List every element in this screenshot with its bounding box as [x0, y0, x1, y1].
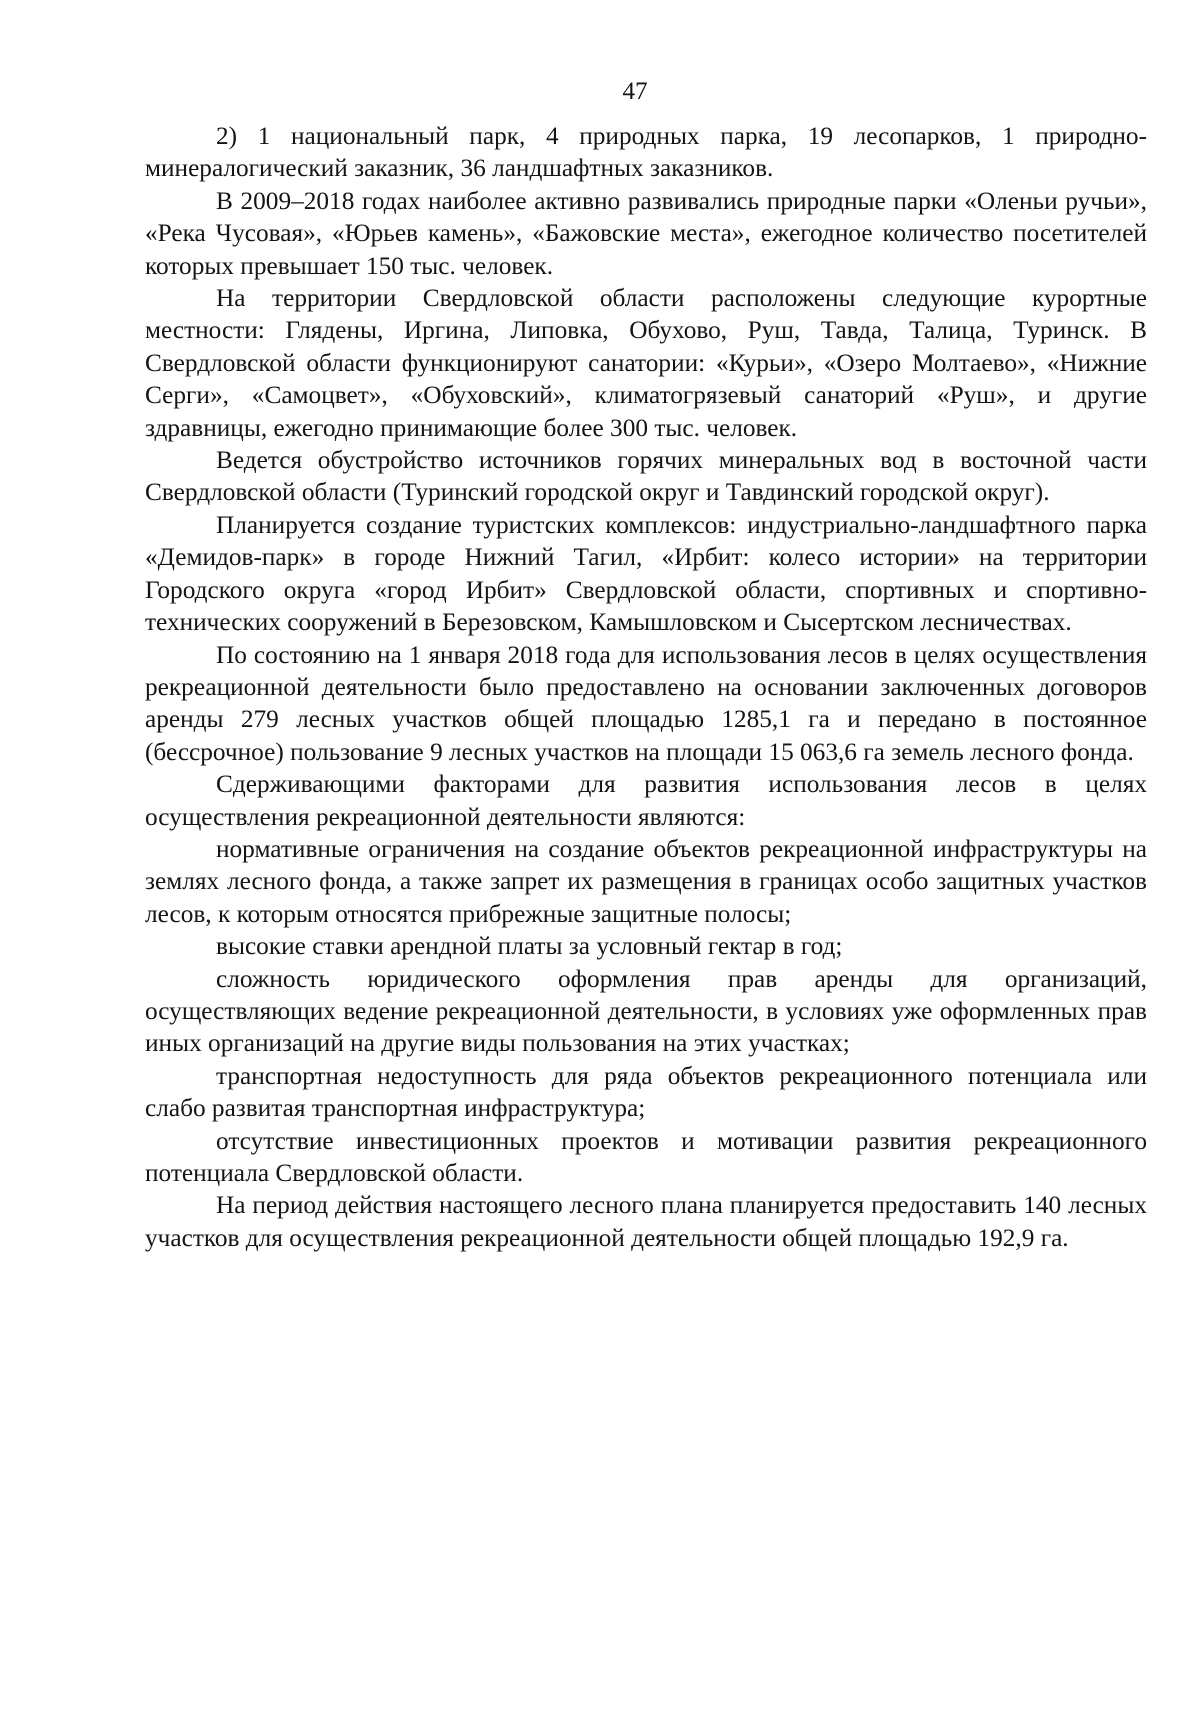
- paragraph: Ведется обустройство источников горячих минеральных вод в восточной части Свердловской области (Туринский городской округ и Тавдинский городской округ).: [145, 446, 1147, 507]
- list-item: высокие ставки арендной платы за условный гектар в год;: [216, 932, 843, 961]
- list-item: нормативные ограничения на создание объектов рекреационной инфраструктуры на землях лесного фонда, а также запрет их размещения в границах особо защитных участков лесов, к которым относятся прибрежные защитные полосы;: [145, 834, 1147, 928]
- page-number: 47: [622, 78, 648, 105]
- paragraph: 2) 1 национальный парк, 4 природных парка, 19 лесопарков, 1 природно-минералогический заказник, 36 ландшафтных заказников.: [145, 122, 1147, 183]
- document-body: [145, 120, 1147, 1254]
- paragraph: В 2009–2018 годах наиболее активно развивались природные парки «Оленьи ручьи», «Река Чусовая», «Юрьев камень», «Бажовские места», ежегодное количество посетителей которых превышает 150 тыс. человек.: [145, 186, 1147, 280]
- paragraph: На территории Свердловской области расположены следующие курортные местности: Глядены, Иргина, Липовка, Обухово, Руш, Тавда, Талица, Туринск. В Свердловской области функционируют санатории: «Курьи», «Озеро Молтаево», «Нижние Серги», «Самоцвет», «Обуховский», климатогрязевый санаторий «Руш», и другие здравницы, ежегодно принимающие более 300 тыс. человек.: [145, 284, 1147, 442]
- list-item: отсутствие инвестиционных проектов и мотивации развития рекреационного потенциала Свердловской области.: [145, 1126, 1147, 1187]
- paragraph: Планируется создание туристских комплексов: индустриально-ландшафтного парка «Демидов-парк» в городе Нижний Тагил, «Ирбит: колесо истории» на территории Городского округа «город Ирбит» Свердловской области, спортивных и спортивно-технических сооружений в Березовском, Камышловском и Сысертском лесничествах.: [145, 510, 1147, 637]
- paragraph: По состоянию на 1 января 2018 года для использования лесов в целях осуществления рекреационной деятельности было предоставлено на основании заключенных договоров аренды 279 лесных участков общей площадью 1285,1 га и передано в постоянное (бессрочное) пользование 9 лесных участков на площади 15 063,6 га земель лесного фонда.: [145, 640, 1147, 766]
- paragraph: На период действия настоящего лесного плана планируется предоставить 140 лесных участков для осуществления рекреационной деятельности общей площадью 192,9 га.: [145, 1191, 1147, 1252]
- list-item: сложность юридического оформления прав аренды для организаций, осуществляющих ведение рекреационной деятельности, в условиях уже оформленных прав иных организаций на другие виды пользования на этих участках;: [145, 964, 1147, 1058]
- paragraph: Сдерживающими факторами для развития использования лесов в целях осуществления рекреационной деятельности являются:: [145, 770, 1147, 831]
- list-item: транспортная недоступность для ряда объектов рекреационного потенциала или слабо развитая транспортная инфраструктура;: [145, 1061, 1147, 1123]
